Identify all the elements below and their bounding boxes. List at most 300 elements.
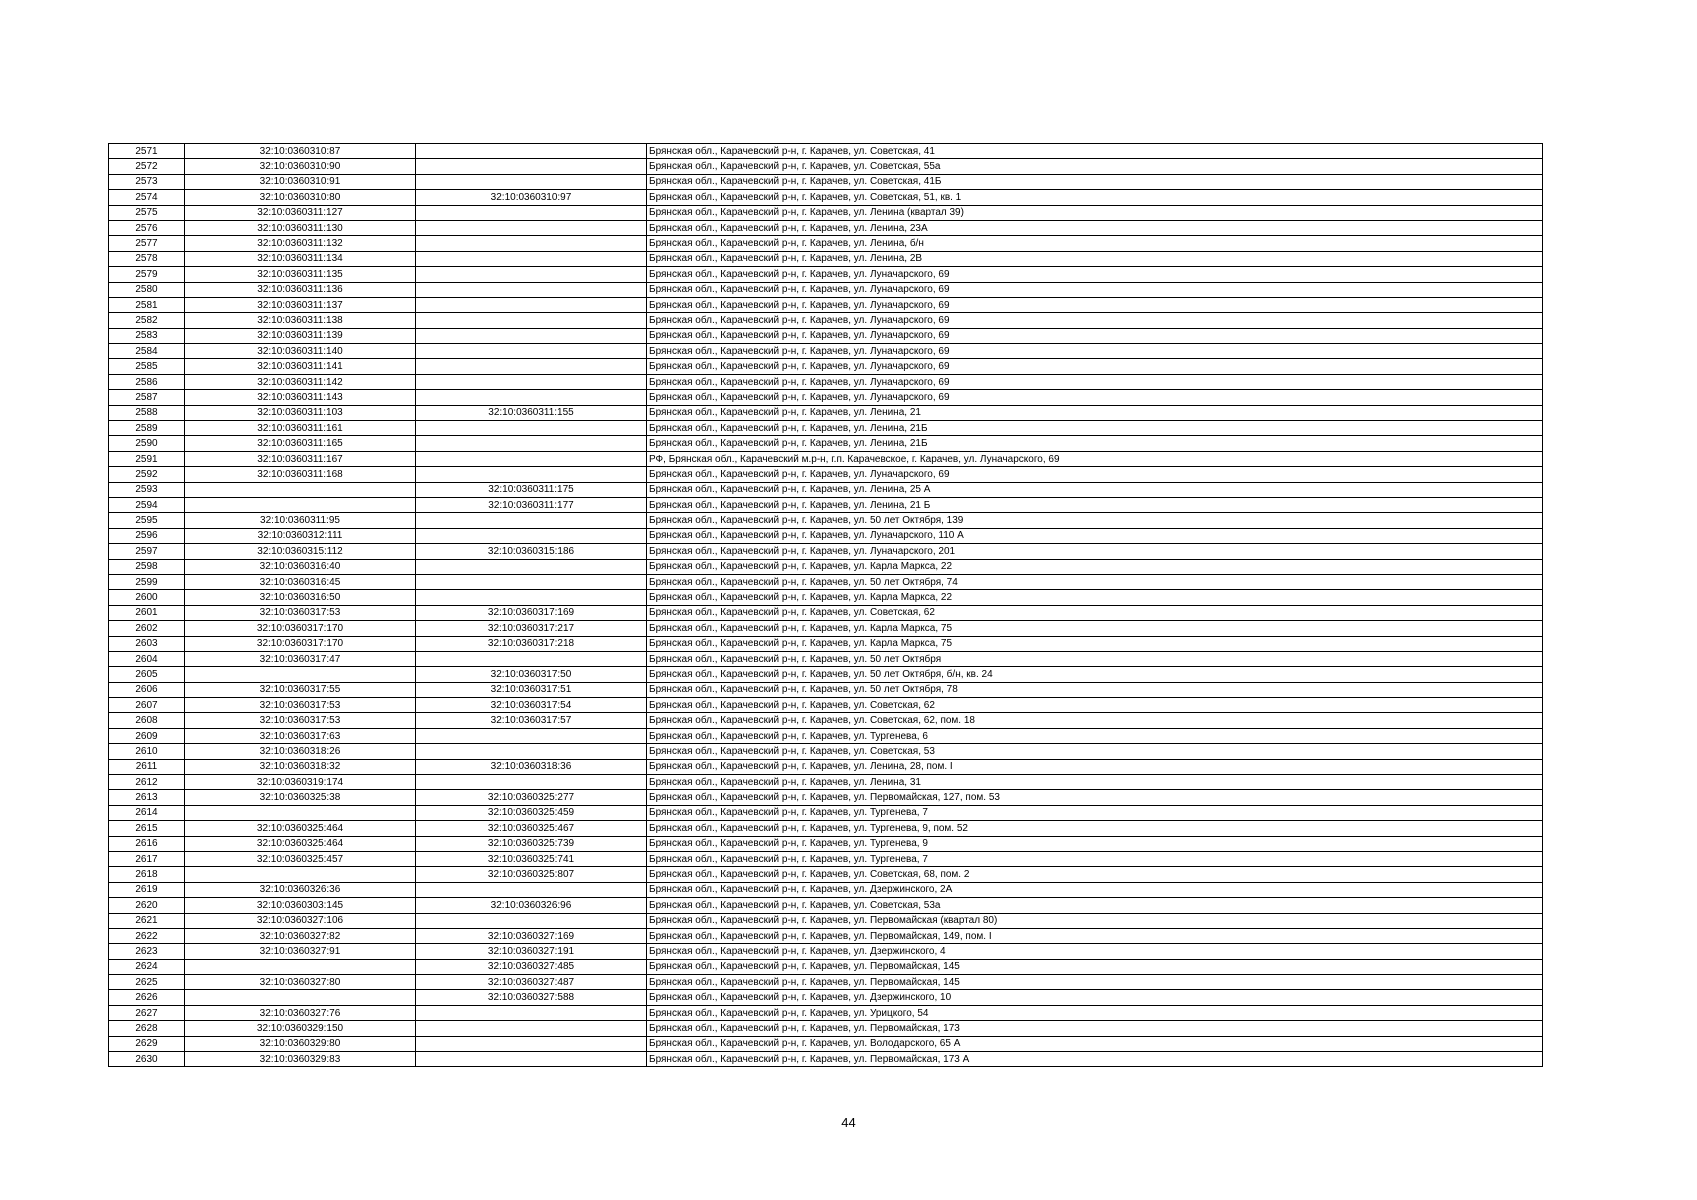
- table-row: [109, 390, 1543, 405]
- address-cell: Брянская обл., Карачевский р-н, г. Карачев, ул. Советская, 62: [647, 605, 1543, 620]
- cadastral-number-cell: 32:10:0360311:165: [185, 436, 416, 451]
- row-number-cell: 2577: [109, 236, 185, 251]
- row-number-cell: 2572: [109, 159, 185, 174]
- address-cell: Брянская обл., Карачевский р-н, г. Карачев, ул. Ленина, 23А: [647, 220, 1543, 235]
- row-number-cell: 2579: [109, 267, 185, 282]
- object-number-cell: 32:10:0360325:741: [416, 851, 647, 866]
- table-row: [109, 190, 1543, 205]
- object-number-cell: [416, 775, 647, 790]
- cadastral-number-cell: 32:10:0360327:106: [185, 913, 416, 928]
- table-row: [109, 359, 1543, 374]
- table-row: [109, 1021, 1543, 1036]
- row-number-cell: 2606: [109, 682, 185, 697]
- object-number-cell: 32:10:0360325:807: [416, 867, 647, 882]
- cadastral-number-cell: 32:10:0360311:132: [185, 236, 416, 251]
- row-number-cell: 2622: [109, 928, 185, 943]
- object-number-cell: [416, 328, 647, 343]
- cadastral-number-cell: [185, 482, 416, 497]
- address-cell: Брянская обл., Карачевский р-н, г. Карачев, ул. Советская, 51, кв. 1: [647, 190, 1543, 205]
- address-cell: Брянская обл., Карачевский р-н, г. Карачев, ул. Первомайская, 149, пом. I: [647, 928, 1543, 943]
- object-number-cell: [416, 421, 647, 436]
- object-number-cell: 32:10:0360318:36: [416, 759, 647, 774]
- row-number-cell: 2598: [109, 559, 185, 574]
- object-number-cell: 32:10:0360317:54: [416, 698, 647, 713]
- table-row: [109, 159, 1543, 174]
- table-row: [109, 344, 1543, 359]
- row-number-cell: 2615: [109, 821, 185, 836]
- address-cell: Брянская обл., Карачевский р-н, г. Карачев, ул. Тургенева, 9, пом. 52: [647, 821, 1543, 836]
- object-number-cell: 32:10:0360325:739: [416, 836, 647, 851]
- object-number-cell: 32:10:0360315:186: [416, 544, 647, 559]
- cadastral-number-cell: 32:10:0360315:112: [185, 544, 416, 559]
- address-cell: Брянская обл., Карачевский р-н, г. Карачев, ул. Ленина, б/н: [647, 236, 1543, 251]
- object-number-cell: [416, 913, 647, 928]
- address-cell: Брянская обл., Карачевский р-н, г. Карачев, ул. 50 лет Октября, 78: [647, 682, 1543, 697]
- address-cell: Брянская обл., Карачевский р-н, г. Карачев, ул. Советская, 55а: [647, 159, 1543, 174]
- table-row: [109, 928, 1543, 943]
- table-row: [109, 682, 1543, 697]
- object-number-cell: [416, 1005, 647, 1020]
- object-number-cell: 32:10:0360311:177: [416, 497, 647, 512]
- address-cell: Брянская обл., Карачевский р-н, г. Карачев, ул. Ленина, 21Б: [647, 436, 1543, 451]
- address-cell: Брянская обл., Карачевский р-н, г. Карачев, ул. Луначарского, 69: [647, 467, 1543, 482]
- cadastral-number-cell: 32:10:0360317:170: [185, 636, 416, 651]
- row-number-cell: 2630: [109, 1052, 185, 1067]
- cadastral-number-cell: 32:10:0360316:45: [185, 574, 416, 589]
- address-cell: Брянская обл., Карачевский р-н, г. Карачев, ул. Тургенева, 7: [647, 851, 1543, 866]
- row-number-cell: 2592: [109, 467, 185, 482]
- object-number-cell: 32:10:0360317:217: [416, 621, 647, 636]
- row-number-cell: 2576: [109, 220, 185, 235]
- table-row: [109, 775, 1543, 790]
- cadastral-number-cell: 32:10:0360311:127: [185, 205, 416, 220]
- address-cell: Брянская обл., Карачевский р-н, г. Карачев, ул. Ленина, 2В: [647, 251, 1543, 266]
- address-cell: Брянская обл., Карачевский р-н, г. Карачев, ул. Тургенева, 7: [647, 805, 1543, 820]
- cadastral-number-cell: 32:10:0360311:168: [185, 467, 416, 482]
- cadastral-number-cell: 32:10:0360311:137: [185, 297, 416, 312]
- object-number-cell: [416, 374, 647, 389]
- table-row: [109, 236, 1543, 251]
- address-cell: РФ, Брянская обл., Карачевский м.р-н, г.п. Карачевское, г. Карачев, ул. Луначарского, 69: [647, 451, 1543, 466]
- object-number-cell: [416, 1021, 647, 1036]
- table-row: [109, 805, 1543, 820]
- address-cell: Брянская обл., Карачевский р-н, г. Карачев, ул. Советская, 41: [647, 144, 1543, 159]
- cadastral-number-cell: 32:10:0360327:80: [185, 975, 416, 990]
- table-row: [109, 205, 1543, 220]
- object-number-cell: [416, 1052, 647, 1067]
- address-cell: Брянская обл., Карачевский р-н, г. Карачев, ул. Луначарского, 69: [647, 344, 1543, 359]
- table-row: [109, 851, 1543, 866]
- address-cell: Брянская обл., Карачевский р-н, г. Карачев, ул. 50 лет Октября, 139: [647, 513, 1543, 528]
- object-number-cell: [416, 574, 647, 589]
- cadastral-number-cell: [185, 867, 416, 882]
- address-cell: Брянская обл., Карачевский р-н, г. Карачев, ул. Ленина (квартал 39): [647, 205, 1543, 220]
- address-cell: Брянская обл., Карачевский р-н, г. Карачев, ул. 50 лет Октября, б/н, кв. 24: [647, 667, 1543, 682]
- row-number-cell: 2586: [109, 374, 185, 389]
- row-number-cell: 2603: [109, 636, 185, 651]
- cadastral-number-cell: 32:10:0360311:135: [185, 267, 416, 282]
- cadastral-number-cell: 32:10:0360329:83: [185, 1052, 416, 1067]
- address-cell: Брянская обл., Карачевский р-н, г. Карачев, ул. Ленина, 21Б: [647, 421, 1543, 436]
- row-number-cell: 2578: [109, 251, 185, 266]
- table-row: [109, 297, 1543, 312]
- address-cell: Брянская обл., Карачевский р-н, г. Карачев, ул. Луначарского, 69: [647, 374, 1543, 389]
- table-row: [109, 513, 1543, 528]
- row-number-cell: 2627: [109, 1005, 185, 1020]
- cadastral-number-cell: 32:10:0360326:36: [185, 882, 416, 897]
- table-row: [109, 267, 1543, 282]
- object-number-cell: [416, 144, 647, 159]
- address-cell: Брянская обл., Карачевский р-н, г. Карачев, ул. Первомайская, 127, пом. 53: [647, 790, 1543, 805]
- table-row: [109, 1052, 1543, 1067]
- table-row: [109, 144, 1543, 159]
- row-number-cell: 2597: [109, 544, 185, 559]
- address-cell: Брянская обл., Карачевский р-н, г. Карачев, ул. Луначарского, 69: [647, 267, 1543, 282]
- address-cell: Брянская обл., Карачевский р-н, г. Карачев, ул. Первомайская, 145: [647, 959, 1543, 974]
- table-row: [109, 282, 1543, 297]
- table-row: [109, 882, 1543, 897]
- address-cell: Брянская обл., Карачевский р-н, г. Карачев, ул. Первомайская, 173 А: [647, 1052, 1543, 1067]
- table-row: [109, 1036, 1543, 1051]
- cadastral-number-cell: 32:10:0360311:139: [185, 328, 416, 343]
- object-number-cell: 32:10:0360325:459: [416, 805, 647, 820]
- cadastral-number-cell: 32:10:0360311:142: [185, 374, 416, 389]
- row-number-cell: 2620: [109, 898, 185, 913]
- table-row: [109, 667, 1543, 682]
- table-row: [109, 528, 1543, 543]
- row-number-cell: 2596: [109, 528, 185, 543]
- row-number-cell: 2604: [109, 651, 185, 666]
- address-cell: Брянская обл., Карачевский р-н, г. Карачев, ул. Луначарского, 69: [647, 282, 1543, 297]
- address-cell: Брянская обл., Карачевский р-н, г. Карачев, ул. Первомайская (квартал 80): [647, 913, 1543, 928]
- row-number-cell: 2625: [109, 975, 185, 990]
- table-row: [109, 621, 1543, 636]
- row-number-cell: 2582: [109, 313, 185, 328]
- row-number-cell: 2618: [109, 867, 185, 882]
- table-row: [109, 759, 1543, 774]
- object-number-cell: 32:10:0360325:277: [416, 790, 647, 805]
- address-cell: Брянская обл., Карачевский р-н, г. Карачев, ул. 50 лет Октября, 74: [647, 574, 1543, 589]
- row-number-cell: 2613: [109, 790, 185, 805]
- address-cell: Брянская обл., Карачевский р-н, г. Карачев, ул. Карла Маркса, 22: [647, 590, 1543, 605]
- object-number-cell: [416, 220, 647, 235]
- address-cell: Брянская обл., Карачевский р-н, г. Карачев, ул. Ленина, 25 А: [647, 482, 1543, 497]
- row-number-cell: 2628: [109, 1021, 185, 1036]
- address-cell: Брянская обл., Карачевский р-н, г. Карачев, ул. Дзержинского, 10: [647, 990, 1543, 1005]
- object-number-cell: 32:10:0360327:169: [416, 928, 647, 943]
- address-cell: Брянская обл., Карачевский р-н, г. Карачев, ул. Урицкого, 54: [647, 1005, 1543, 1020]
- row-number-cell: 2575: [109, 205, 185, 220]
- object-number-cell: [416, 882, 647, 897]
- object-number-cell: [416, 267, 647, 282]
- table-row: [109, 251, 1543, 266]
- cadastral-number-cell: 32:10:0360325:457: [185, 851, 416, 866]
- address-cell: Брянская обл., Карачевский р-н, г. Карачев, ул. Ленина, 21: [647, 405, 1543, 420]
- row-number-cell: 2623: [109, 944, 185, 959]
- registry-table: [108, 143, 1543, 1067]
- address-cell: Брянская обл., Карачевский р-н, г. Карачев, ул. Луначарского, 69: [647, 390, 1543, 405]
- row-number-cell: 2581: [109, 297, 185, 312]
- address-cell: Брянская обл., Карачевский р-н, г. Карачев, ул. Советская, 68, пом. 2: [647, 867, 1543, 882]
- cadastral-number-cell: [185, 805, 416, 820]
- object-number-cell: [416, 651, 647, 666]
- object-number-cell: [416, 528, 647, 543]
- row-number-cell: 2621: [109, 913, 185, 928]
- row-number-cell: 2583: [109, 328, 185, 343]
- table-row: [109, 374, 1543, 389]
- cadastral-number-cell: 32:10:0360317:53: [185, 605, 416, 620]
- address-cell: Брянская обл., Карачевский р-н, г. Карачев, ул. Ленина, 28, пом. I: [647, 759, 1543, 774]
- table-row: [109, 728, 1543, 743]
- object-number-cell: 32:10:0360317:51: [416, 682, 647, 697]
- address-cell: Брянская обл., Карачевский р-н, г. Карачев, ул. Карла Маркса, 22: [647, 559, 1543, 574]
- object-number-cell: [416, 1036, 647, 1051]
- row-number-cell: 2587: [109, 390, 185, 405]
- row-number-cell: 2599: [109, 574, 185, 589]
- cadastral-number-cell: [185, 497, 416, 512]
- object-number-cell: 32:10:0360317:50: [416, 667, 647, 682]
- cadastral-number-cell: 32:10:0360310:90: [185, 159, 416, 174]
- cadastral-number-cell: 32:10:0360317:170: [185, 621, 416, 636]
- address-cell: Брянская обл., Карачевский р-н, г. Карачев, ул. Луначарского, 69: [647, 359, 1543, 374]
- cadastral-number-cell: 32:10:0360329:150: [185, 1021, 416, 1036]
- cadastral-number-cell: [185, 959, 416, 974]
- row-number-cell: 2602: [109, 621, 185, 636]
- address-cell: Брянская обл., Карачевский р-н, г. Карачев, ул. Карла Маркса, 75: [647, 636, 1543, 651]
- cadastral-number-cell: 32:10:0360327:82: [185, 928, 416, 943]
- row-number-cell: 2573: [109, 174, 185, 189]
- object-number-cell: [416, 251, 647, 266]
- row-number-cell: 2585: [109, 359, 185, 374]
- cadastral-number-cell: 32:10:0360311:134: [185, 251, 416, 266]
- cadastral-number-cell: 32:10:0360311:138: [185, 313, 416, 328]
- table-row: [109, 421, 1543, 436]
- cadastral-number-cell: 32:10:0360316:50: [185, 590, 416, 605]
- table-row: [109, 174, 1543, 189]
- object-number-cell: [416, 174, 647, 189]
- row-number-cell: 2600: [109, 590, 185, 605]
- object-number-cell: 32:10:0360310:97: [416, 190, 647, 205]
- object-number-cell: [416, 390, 647, 405]
- table-row: [109, 328, 1543, 343]
- object-number-cell: [416, 205, 647, 220]
- cadastral-number-cell: 32:10:0360310:87: [185, 144, 416, 159]
- object-number-cell: [416, 313, 647, 328]
- cadastral-number-cell: 32:10:0360325:464: [185, 836, 416, 851]
- table-row: [109, 744, 1543, 759]
- object-number-cell: [416, 513, 647, 528]
- table-row: [109, 651, 1543, 666]
- cadastral-number-cell: 32:10:0360318:32: [185, 759, 416, 774]
- table-row: [109, 451, 1543, 466]
- object-number-cell: [416, 436, 647, 451]
- row-number-cell: 2601: [109, 605, 185, 620]
- cadastral-number-cell: 32:10:0360311:143: [185, 390, 416, 405]
- cadastral-number-cell: 32:10:0360317:63: [185, 728, 416, 743]
- table-row: [109, 790, 1543, 805]
- table-row: [109, 913, 1543, 928]
- table-row: [109, 574, 1543, 589]
- object-number-cell: [416, 728, 647, 743]
- table-row: [109, 944, 1543, 959]
- table-row: [109, 636, 1543, 651]
- object-number-cell: [416, 590, 647, 605]
- page-number: 44: [841, 1115, 856, 1130]
- object-number-cell: [416, 451, 647, 466]
- cadastral-number-cell: 32:10:0360317:47: [185, 651, 416, 666]
- object-number-cell: 32:10:0360311:175: [416, 482, 647, 497]
- table-row: [109, 959, 1543, 974]
- table-row: [109, 590, 1543, 605]
- cadastral-number-cell: 32:10:0360311:130: [185, 220, 416, 235]
- table-row: [109, 467, 1543, 482]
- cadastral-number-cell: 32:10:0360311:95: [185, 513, 416, 528]
- address-cell: Брянская обл., Карачевский р-н, г. Карачев, ул. Дзержинского, 4: [647, 944, 1543, 959]
- address-cell: Брянская обл., Карачевский р-н, г. Карачев, ул. Советская, 62: [647, 698, 1543, 713]
- cadastral-number-cell: 32:10:0360327:91: [185, 944, 416, 959]
- table-row: [109, 898, 1543, 913]
- cadastral-number-cell: 32:10:0360311:161: [185, 421, 416, 436]
- cadastral-number-cell: [185, 667, 416, 682]
- object-number-cell: 32:10:0360317:169: [416, 605, 647, 620]
- object-number-cell: [416, 297, 647, 312]
- table-row: [109, 220, 1543, 235]
- table-row: [109, 559, 1543, 574]
- address-cell: Брянская обл., Карачевский р-н, г. Карачев, ул. Луначарского, 201: [647, 544, 1543, 559]
- address-cell: Брянская обл., Карачевский р-н, г. Карачев, ул. Тургенева, 6: [647, 728, 1543, 743]
- row-number-cell: 2595: [109, 513, 185, 528]
- table-row: [109, 405, 1543, 420]
- cadastral-number-cell: 32:10:0360311:167: [185, 451, 416, 466]
- table-row: [109, 497, 1543, 512]
- address-cell: Брянская обл., Карачевский р-н, г. Карачев, ул. 50 лет Октября: [647, 651, 1543, 666]
- object-number-cell: [416, 236, 647, 251]
- cadastral-number-cell: 32:10:0360311:140: [185, 344, 416, 359]
- object-number-cell: [416, 744, 647, 759]
- object-number-cell: 32:10:0360327:191: [416, 944, 647, 959]
- row-number-cell: 2626: [109, 990, 185, 1005]
- cadastral-number-cell: 32:10:0360303:145: [185, 898, 416, 913]
- table-row: [109, 975, 1543, 990]
- row-number-cell: 2588: [109, 405, 185, 420]
- row-number-cell: 2580: [109, 282, 185, 297]
- table-row: [109, 836, 1543, 851]
- address-cell: Брянская обл., Карачевский р-н, г. Карачев, ул. Советская, 41Б: [647, 174, 1543, 189]
- row-number-cell: 2589: [109, 421, 185, 436]
- object-number-cell: 32:10:0360327:485: [416, 959, 647, 974]
- address-cell: Брянская обл., Карачевский р-н, г. Карачев, ул. Дзержинского, 2А: [647, 882, 1543, 897]
- row-number-cell: 2617: [109, 851, 185, 866]
- object-number-cell: 32:10:0360327:487: [416, 975, 647, 990]
- table-row: [109, 698, 1543, 713]
- cadastral-number-cell: 32:10:0360317:53: [185, 698, 416, 713]
- cadastral-number-cell: 32:10:0360329:80: [185, 1036, 416, 1051]
- row-number-cell: 2629: [109, 1036, 185, 1051]
- cadastral-number-cell: 32:10:0360317:55: [185, 682, 416, 697]
- row-number-cell: 2607: [109, 698, 185, 713]
- cadastral-number-cell: 32:10:0360316:40: [185, 559, 416, 574]
- address-cell: Брянская обл., Карачевский р-н, г. Карачев, ул. Первомайская, 173: [647, 1021, 1543, 1036]
- table-row: [109, 313, 1543, 328]
- row-number-cell: 2612: [109, 775, 185, 790]
- cadastral-number-cell: 32:10:0360317:53: [185, 713, 416, 728]
- object-number-cell: 32:10:0360325:467: [416, 821, 647, 836]
- table-row: [109, 867, 1543, 882]
- address-cell: Брянская обл., Карачевский р-н, г. Карачев, ул. Ленина, 21 Б: [647, 497, 1543, 512]
- address-cell: Брянская обл., Карачевский р-н, г. Карачев, ул. Луначарского, 69: [647, 297, 1543, 312]
- row-number-cell: 2608: [109, 713, 185, 728]
- object-number-cell: [416, 282, 647, 297]
- row-number-cell: 2574: [109, 190, 185, 205]
- object-number-cell: 32:10:0360311:155: [416, 405, 647, 420]
- row-number-cell: 2593: [109, 482, 185, 497]
- address-cell: Брянская обл., Карачевский р-н, г. Карачев, ул. Советская, 62, пом. 18: [647, 713, 1543, 728]
- object-number-cell: [416, 559, 647, 574]
- address-cell: Брянская обл., Карачевский р-н, г. Карачев, ул. Первомайская, 145: [647, 975, 1543, 990]
- address-cell: Брянская обл., Карачевский р-н, г. Карачев, ул. Ленина, 31: [647, 775, 1543, 790]
- object-number-cell: 32:10:0360317:57: [416, 713, 647, 728]
- cadastral-number-cell: [185, 990, 416, 1005]
- table-row: [109, 990, 1543, 1005]
- object-number-cell: 32:10:0360327:588: [416, 990, 647, 1005]
- cadastral-number-cell: 32:10:0360318:26: [185, 744, 416, 759]
- address-cell: Брянская обл., Карачевский р-н, г. Карачев, ул. Луначарского, 69: [647, 328, 1543, 343]
- cadastral-number-cell: 32:10:0360325:464: [185, 821, 416, 836]
- row-number-cell: 2605: [109, 667, 185, 682]
- address-cell: Брянская обл., Карачевский р-н, г. Карачев, ул. Луначарского, 110 А: [647, 528, 1543, 543]
- row-number-cell: 2584: [109, 344, 185, 359]
- row-number-cell: 2614: [109, 805, 185, 820]
- address-cell: Брянская обл., Карачевский р-н, г. Карачев, ул. Карла Маркса, 75: [647, 621, 1543, 636]
- cadastral-number-cell: 32:10:0360311:103: [185, 405, 416, 420]
- address-cell: Брянская обл., Карачевский р-н, г. Карачев, ул. Советская, 53: [647, 744, 1543, 759]
- object-number-cell: 32:10:0360317:218: [416, 636, 647, 651]
- address-cell: Брянская обл., Карачевский р-н, г. Карачев, ул. Луначарского, 69: [647, 313, 1543, 328]
- cadastral-number-cell: 32:10:0360319:174: [185, 775, 416, 790]
- row-number-cell: 2590: [109, 436, 185, 451]
- row-number-cell: 2616: [109, 836, 185, 851]
- row-number-cell: 2610: [109, 744, 185, 759]
- object-number-cell: [416, 159, 647, 174]
- table-row: [109, 436, 1543, 451]
- table-row: [109, 713, 1543, 728]
- row-number-cell: 2611: [109, 759, 185, 774]
- registry-table-body: [109, 144, 1543, 1067]
- table-row: [109, 1005, 1543, 1020]
- object-number-cell: [416, 467, 647, 482]
- row-number-cell: 2594: [109, 497, 185, 512]
- table-row: [109, 544, 1543, 559]
- object-number-cell: [416, 344, 647, 359]
- table-row: [109, 605, 1543, 620]
- cadastral-number-cell: 32:10:0360312:111: [185, 528, 416, 543]
- address-cell: Брянская обл., Карачевский р-н, г. Карачев, ул. Советская, 53а: [647, 898, 1543, 913]
- cadastral-number-cell: 32:10:0360311:136: [185, 282, 416, 297]
- object-number-cell: 32:10:0360326:96: [416, 898, 647, 913]
- cadastral-number-cell: 32:10:0360310:91: [185, 174, 416, 189]
- row-number-cell: 2624: [109, 959, 185, 974]
- row-number-cell: 2619: [109, 882, 185, 897]
- address-cell: Брянская обл., Карачевский р-н, г. Карачев, ул. Тургенева, 9: [647, 836, 1543, 851]
- cadastral-number-cell: 32:10:0360327:76: [185, 1005, 416, 1020]
- table-row: [109, 482, 1543, 497]
- cadastral-number-cell: 32:10:0360325:38: [185, 790, 416, 805]
- row-number-cell: 2591: [109, 451, 185, 466]
- cadastral-number-cell: 32:10:0360310:80: [185, 190, 416, 205]
- address-cell: Брянская обл., Карачевский р-н, г. Карачев, ул. Володарского, 65 А: [647, 1036, 1543, 1051]
- object-number-cell: [416, 359, 647, 374]
- row-number-cell: 2609: [109, 728, 185, 743]
